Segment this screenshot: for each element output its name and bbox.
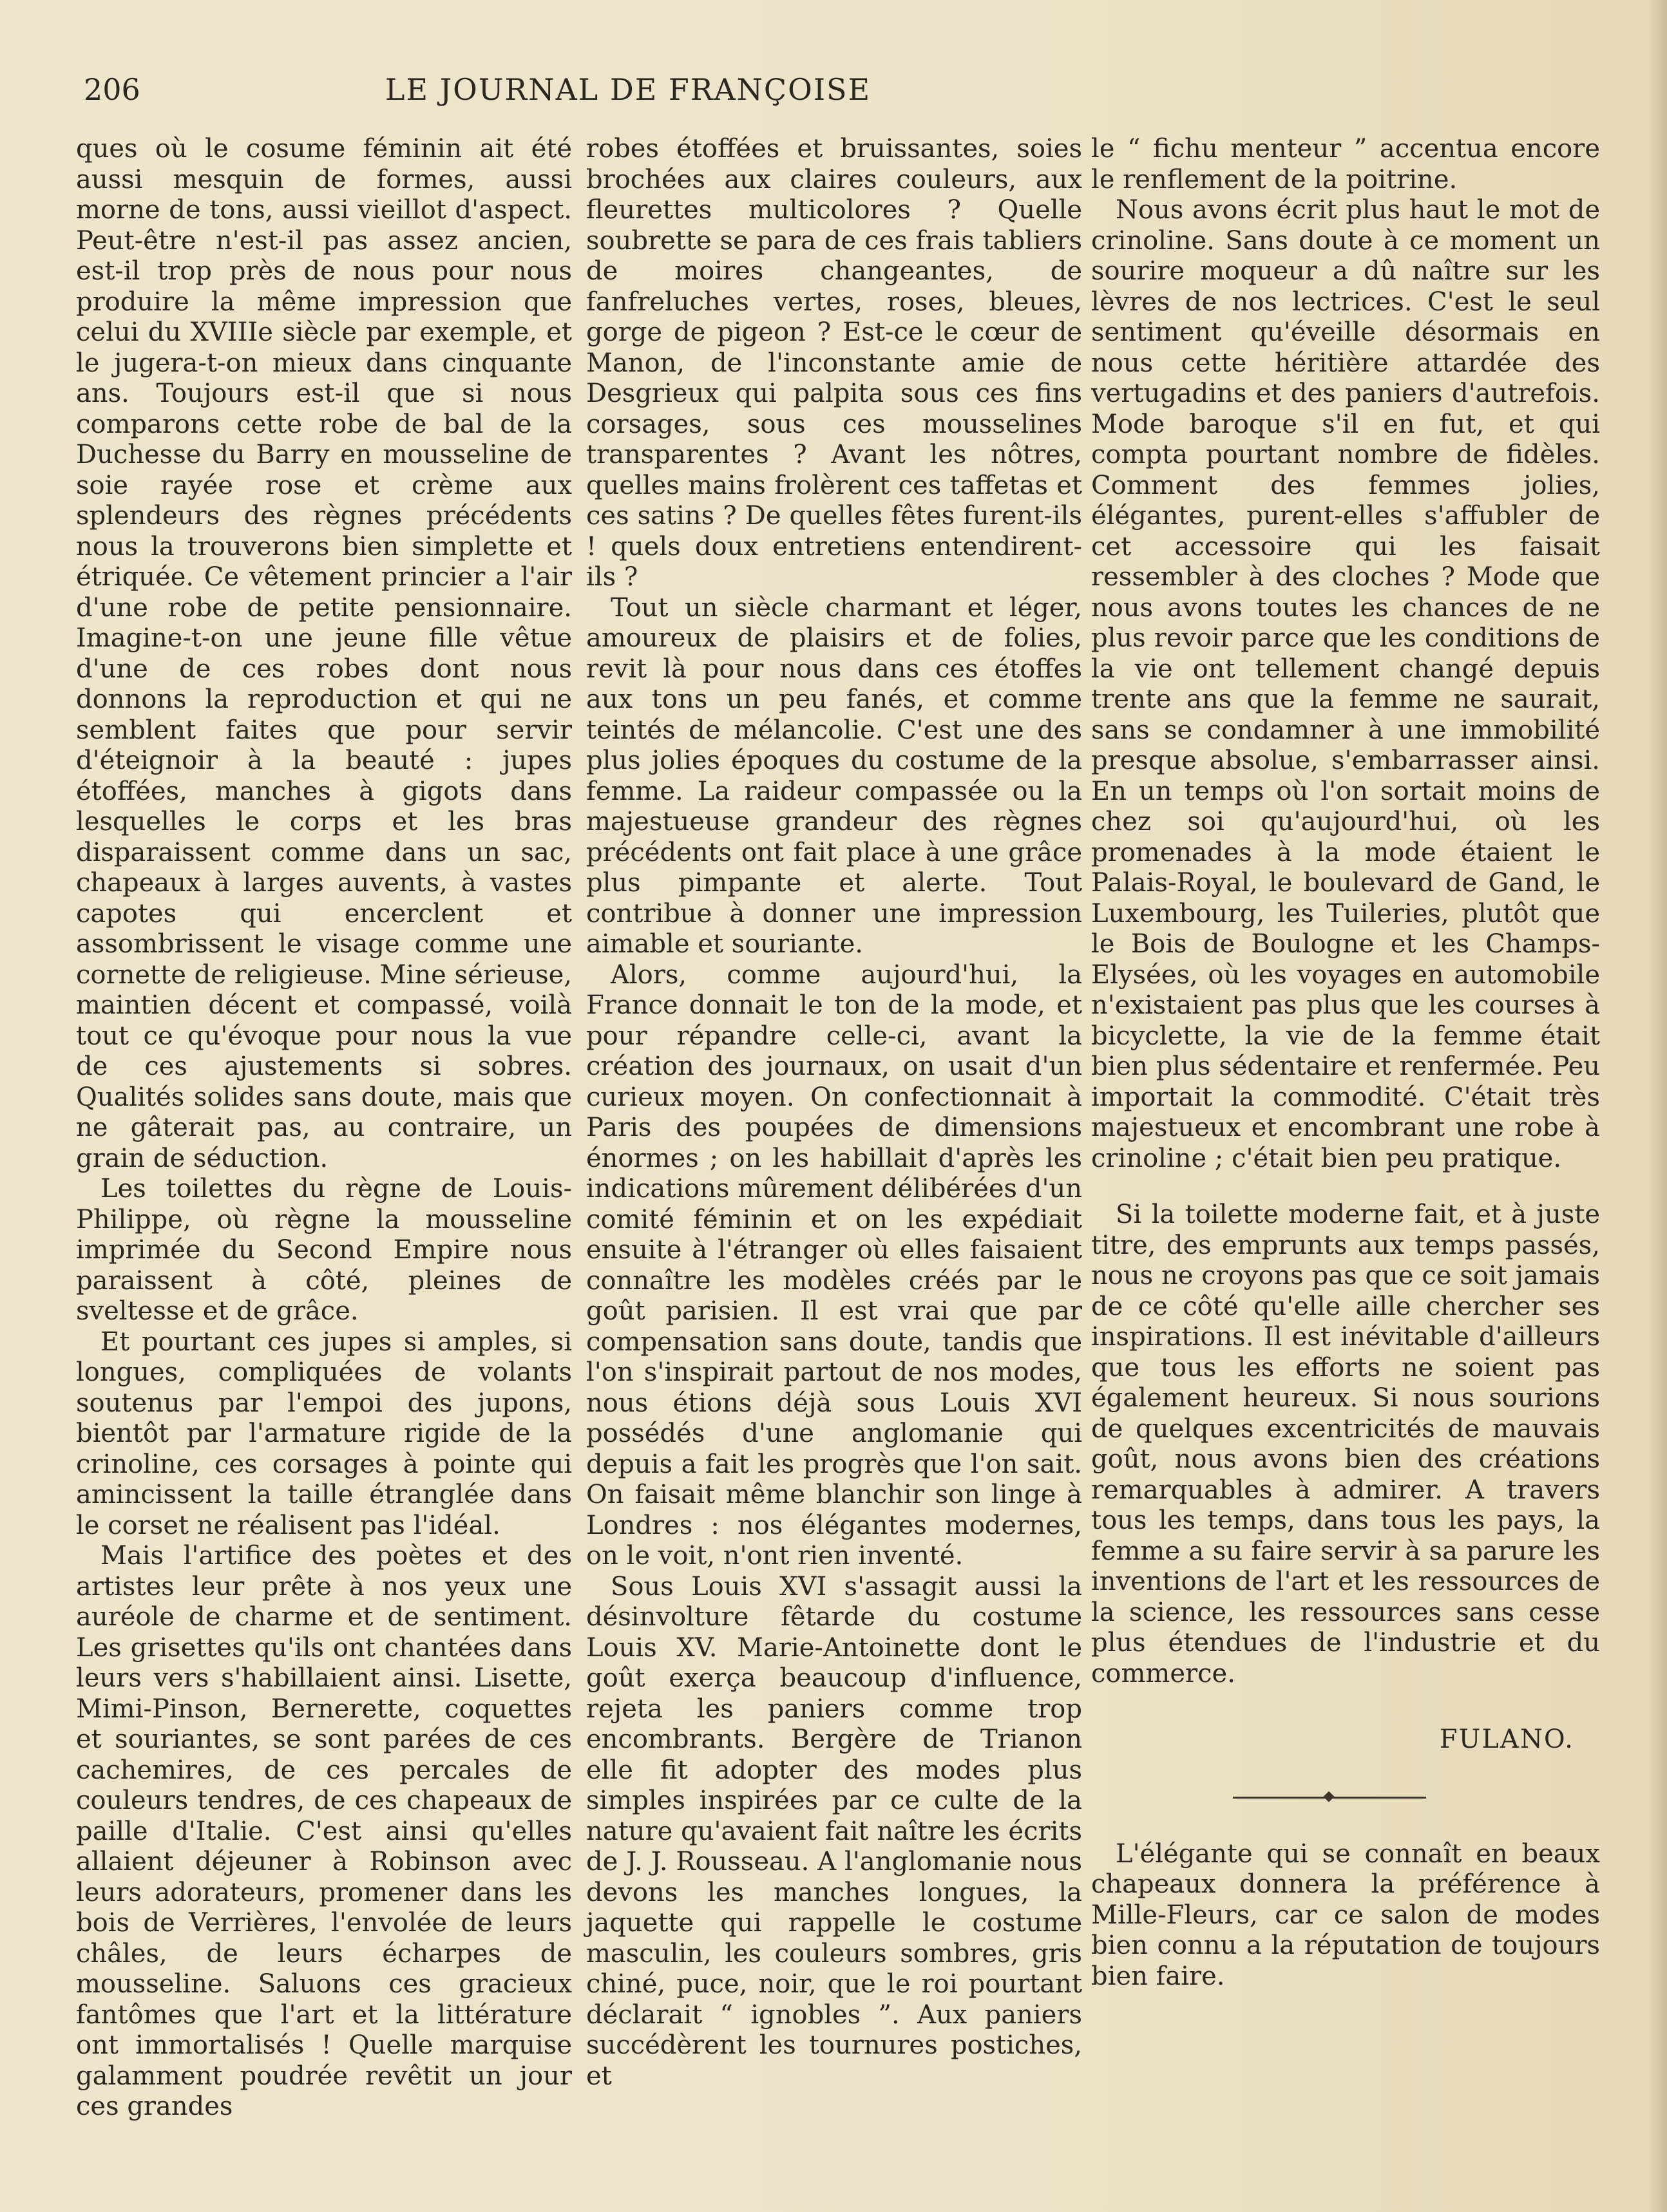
diamond-icon [1324,1791,1335,1802]
advert-paragraph: L'élégante qui se connaît en beaux chapeaux donnera la préférence à Mille-Fleurs, car ce salon de modes bien connu a la réputation de toujours bien faire. [1091,1839,1600,1991]
paragraph: robes étoffées et bruissantes, soies brochées aux claires couleurs, aux fleurettes multicolores ? Quelle soubrette se para de ces frais tabliers de moires changeantes, de fanfreluches vertes, roses, bleues, gorge de pigeon ? Est-ce le cœur de Manon, de l'inconstante amie de Desgrieux qui palpita sous ces fins corsages, sous ces mousselines transparentes ? Avant les nôtres, quelles mains frolèrent ces taffetas et ces satins ? De quelles fêtes furent-ils ! quels doux entretiens entendirent-ils ? [586,134,1082,592]
paragraph: Alors, comme aujourd'hui, la France donnait le ton de la mode, et pour répandre celle-ci, avant la création des journaux, on usait d'un curieux moyen. On confectionnait à Paris des poupées de dimensions énormes ; on les habillait d'après les indications mûrement délibérées d'un comité féminin et on les expédiait ensuite à l'étranger où elles faisaient connaître les modèles créés par le goût parisien. Il est vrai que par compensation sans doute, tandis que l'on s'inspirait partout de nos modes, nous étions déjà sous Louis XVI possédés d'une anglomanie qui depuis a fait les progrès que l'on sait. On faisait même blanchir son linge à Londres : nos élégantes modernes, on le voit, n'ont rien inventé. [586,959,1082,1571]
paragraph: Tout un siècle charmant et léger, amoureux de plaisirs et de folies, revit là pour nous dans ces étoffes aux tons un peu fanés, et comme teintés de mélancolie. C'est une des plus jolies époques du costume de la femme. La raideur compassée ou la majestueuse grandeur des règnes précédents ont fait place à une grâce plus pimpante et alerte. Tout contribue à donner une impression aimable et souriante. [586,592,1082,959]
ornamental-separator [1233,1791,1426,1804]
paragraph: Si la toilette moderne fait, et à juste titre, des emprunts aux temps passés, nous ne croyons pas que ce soit jamais de ce côté qu'elle aille chercher ses inspirations. Il est inévitable d'ailleurs que tous les efforts ne soient pas également heureux. Si nous sourions de quelques excentricités de mauvais goût, nous avons bien des créations remarquables à admirer. A travers tous les temps, dans tous les pays, la femme a su faire servir à sa parure les inventions de l'art et les ressources de la science, les ressources sans cesse plus étendues de l'industrie et du commerce. [1091,1200,1600,1688]
paragraph: Nous avons écrit plus haut le mot de crinoline. Sans doute à ce moment un sourire moqueur a dû naître sur les lèvres de nos lectrices. C'est le seul sentiment qu'éveille désormais en nous cette héritière attardée des vertugadins et des paniers d'autrefois. Mode baroque s'il en fut, et qui compta pourtant nombre de fidèles. Comment des femmes jolies, élégantes, purent-elles s'affubler de cet accessoire qui les faisait ressembler à des cloches ? Mode que nous avons toutes les chances de ne plus revoir parce que les conditions de la vie ont tellement changé depuis trente ans que la femme ne saurait, sans se condamner à une immobilité presque absolue, s'embarrasser ainsi. En un temps où l'on sortait moins de chez soi qu'aujourd'hui, où les promenades à la mode étaient le Palais-Royal, le boulevard de Gand, le Luxembourg, les Tuileries, plutôt que le Bois de Boulogne et les Champs-Elysées, où les voyages en automobile n'existaient pas plus que les courses à bicyclette, la vie de la femme était bien plus sédentaire et renfermée. Peu importait la commodité. C'était très majestueux et encombrant une robe à crinoline ; c'était bien peu pratique. [1091,195,1600,1173]
page-edge-shadow [1648,0,1667,2212]
paragraph: ques où le cosume féminin ait été aussi mesquin de formes, aussi morne de tons, aussi vieillot d'aspect. Peut-être n'est-il pas assez ancien, est-il trop près de nous pour nous produire la même impression que celui du XVIIIe siècle par exemple, et le jugera-t-on mieux dans cinquante ans. Toujours est-il que si nous comparons cette robe de bal de la Duchesse du Barry en mousseline de soie rayée rose et crème aux splendeurs des règnes précédents nous la trouverons bien simplette et étriquée. Ce vêtement princier a l'air d'une robe de petite pensionnaire. Imagine-t-on une jeune fille vêtue d'une de ces robes dont nous donnons la reproduction et qui ne semblent faites que pour servir d'éteignoir à la beauté : jupes étoffées, manches à gigots dans lesquelles le corps et les bras disparaissent comme dans un sac, chapeaux à larges auvents, à vastes capotes qui encerclent et assombrissent le visage comme une cornette de religieuse. Mine sérieuse, maintien décent et compassé, voilà tout ce qu'évoque pour nous la vue de ces ajustements si sobres. Qualités solides sans doute, mais que ne gâterait pas, au contraire, un grain de séduction. [76,134,572,1173]
paragraph: Mais l'artifice des poètes et des artistes leur prête à nos yeux une auréole de charme et de sentiment. Les grisettes qu'ils ont chantées dans leurs vers s'habillaient ainsi. Lisette, Mimi-Pinson, Bernerette, coquettes et souriantes, se sont parées de ces cachemires, de ces percales de couleurs tendres, de ces chapeaux de paille d'Italie. C'est ainsi qu'elles allaient déjeuner à Robinson avec leurs adorateurs, promener dans les bois de Verrières, l'envolée de leurs châles, de leurs écharpes de mousseline. Saluons ces gracieux fantômes que l'art et la littérature ont immortalisés ! Quelle marquise galamment poudrée revêtit un jour ces grandes [76,1541,572,2121]
paragraph: Sous Louis XVI s'assagit aussi la désinvolture fêtarde du costume Louis XV. Marie-Antoinette dont le goût exerça beaucoup d'influence, rejeta les paniers comme trop encombrants. Bergère de Trianon elle fit adopter des modes plus simples inspirées par ce culte de la nature qu'avaient fait naître les écrits de J. J. Rousseau. A l'anglomanie nous devons les manches longues, la jaquette qui rappelle le costume masculin, les couleurs sombres, gris chiné, puce, noir, que le roi pourtant déclarait “ ignobles ”. Aux paniers succédèrent les tournures postiches, et [586,1571,1082,2091]
paragraph: le “ fichu menteur ” accentua encore le renflement de la poitrine. [1091,134,1600,194]
text-column-2 [586,134,1082,2092]
page-number: 206 [84,72,140,107]
journal-title: LE JOURNAL DE FRANÇOISE [385,72,872,107]
author-signature: FULANO. [1439,1725,1574,1754]
text-column-1 [76,134,572,2122]
paragraph: Et pourtant ces jupes si amples, si longues, compliquées de volants soutenus par l'empoi des jupons, bientôt par l'armature rigide de la crinoline, ces corsages à pointe qui amincissent la taille étranglée dans le corset ne réalisent pas l'idéal. [76,1327,572,1540]
text-column-3 [1091,134,1600,1992]
paragraph: Les toilettes du règne de Louis-Philippe, où règne la mousseline imprimée du Second Empire nous paraissent à côté, pleines de sveltesse et de grâce. [76,1174,572,1326]
page-header [84,72,1617,117]
